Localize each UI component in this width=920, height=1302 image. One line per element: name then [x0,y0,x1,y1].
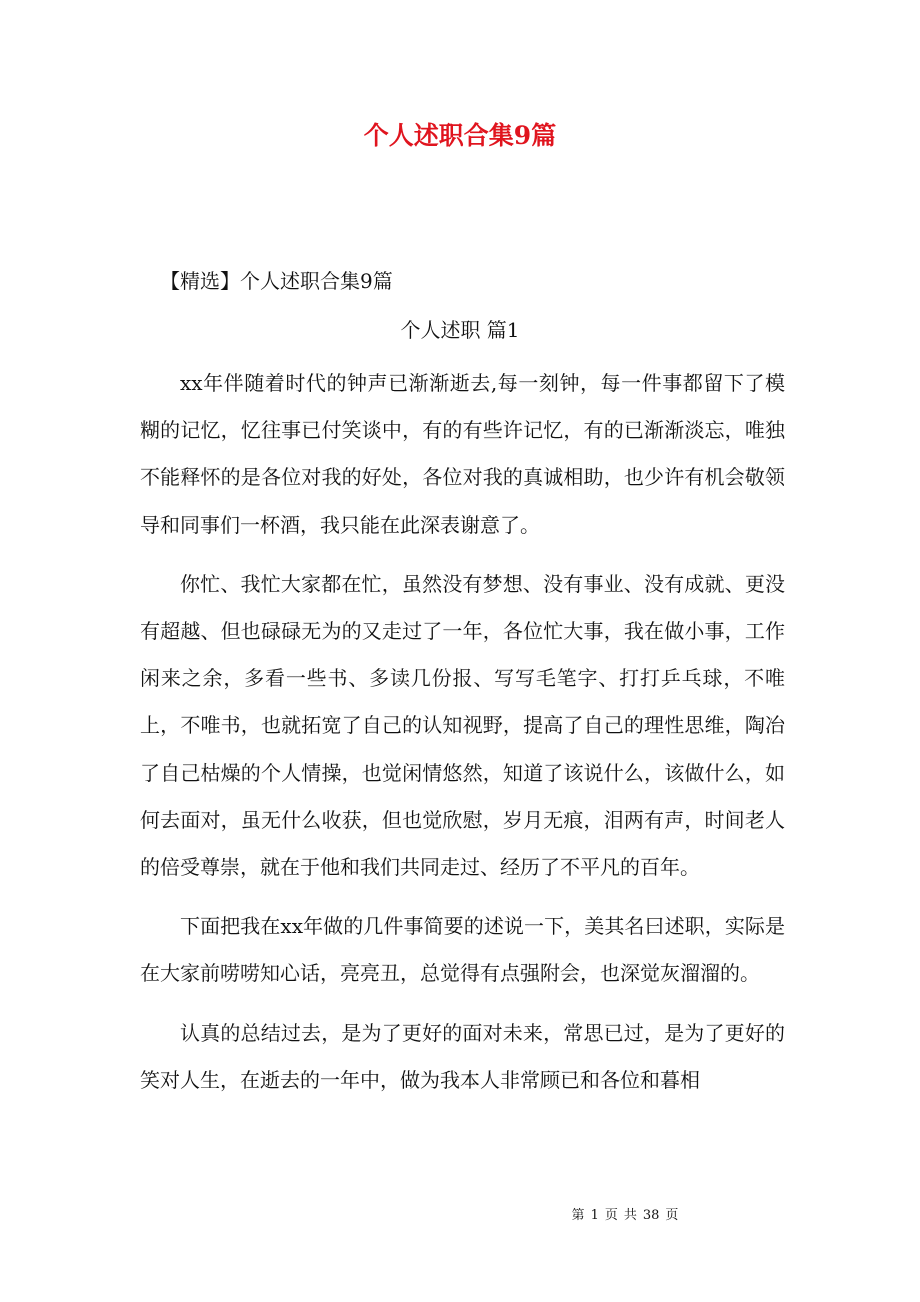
paragraph: 你忙、我忙大家都在忙，虽然没有梦想、没有事业、没有成就、更没有超越、但也碌碌无为的又走过了一年，各位忙大事，我在做小事，工作闲来之余，多看一些书、多读几份报、写写毛笔字、打打乒乓球，不唯上，不唯书，也就拓宽了自己的认知视野，提高了自己的理性思维，陶冶了自己枯燥的个人情操，也觉闲情悠然，知道了该说什么，该做什么，如何去面对，虽无什么收获，但也觉欣慰，岁月无痕，泪两有声，时间老人的倍受尊崇，就在于他和我们共同走过、经历了不平凡的百年。 [140,571,785,880]
footer-page-word: 页 [604,1208,618,1223]
footer-prefix: 第 [571,1208,585,1223]
document-title: 个人述职合集9篇 [363,121,557,150]
footer-total-word: 共 [623,1208,637,1223]
paragraph: xx年伴随着时代的钟声已渐渐逝去,每一刻钟，每一件事都留下了模糊的记忆，忆往事已付笑谈中，有的有些许记忆，有的已渐渐淡忘，唯独不能释怀的是各位对我的好处，各位对我的真诚相助，也少许有机会敬领导和同事们一杯酒，我只能在此深表谢意了。 [140,371,785,537]
document-body [140,360,785,1116]
footer-suffix: 页 [665,1208,679,1223]
paragraph: 认真的总结过去，是为了更好的面对未来，常思已过，是为了更好的笑对人生，在逝去的一年中，做为我本人非常顾已和各位和暮相 [140,1020,785,1092]
current-page-number: 1 [590,1208,599,1223]
document-subtitle: 【精选】个人述职合集9篇 [160,269,393,293]
total-pages-number: 38 [642,1208,660,1223]
paragraph: 下面把我在xx年做的几件事简要的述说一下，美其名曰述职，实际是在大家前唠唠知心话，亮亮丑，总觉得有点强附会，也深觉灰溜溜的。 [140,914,785,986]
section-heading: 个人述职 篇1 [400,318,520,342]
page-footer [0,1206,920,1226]
